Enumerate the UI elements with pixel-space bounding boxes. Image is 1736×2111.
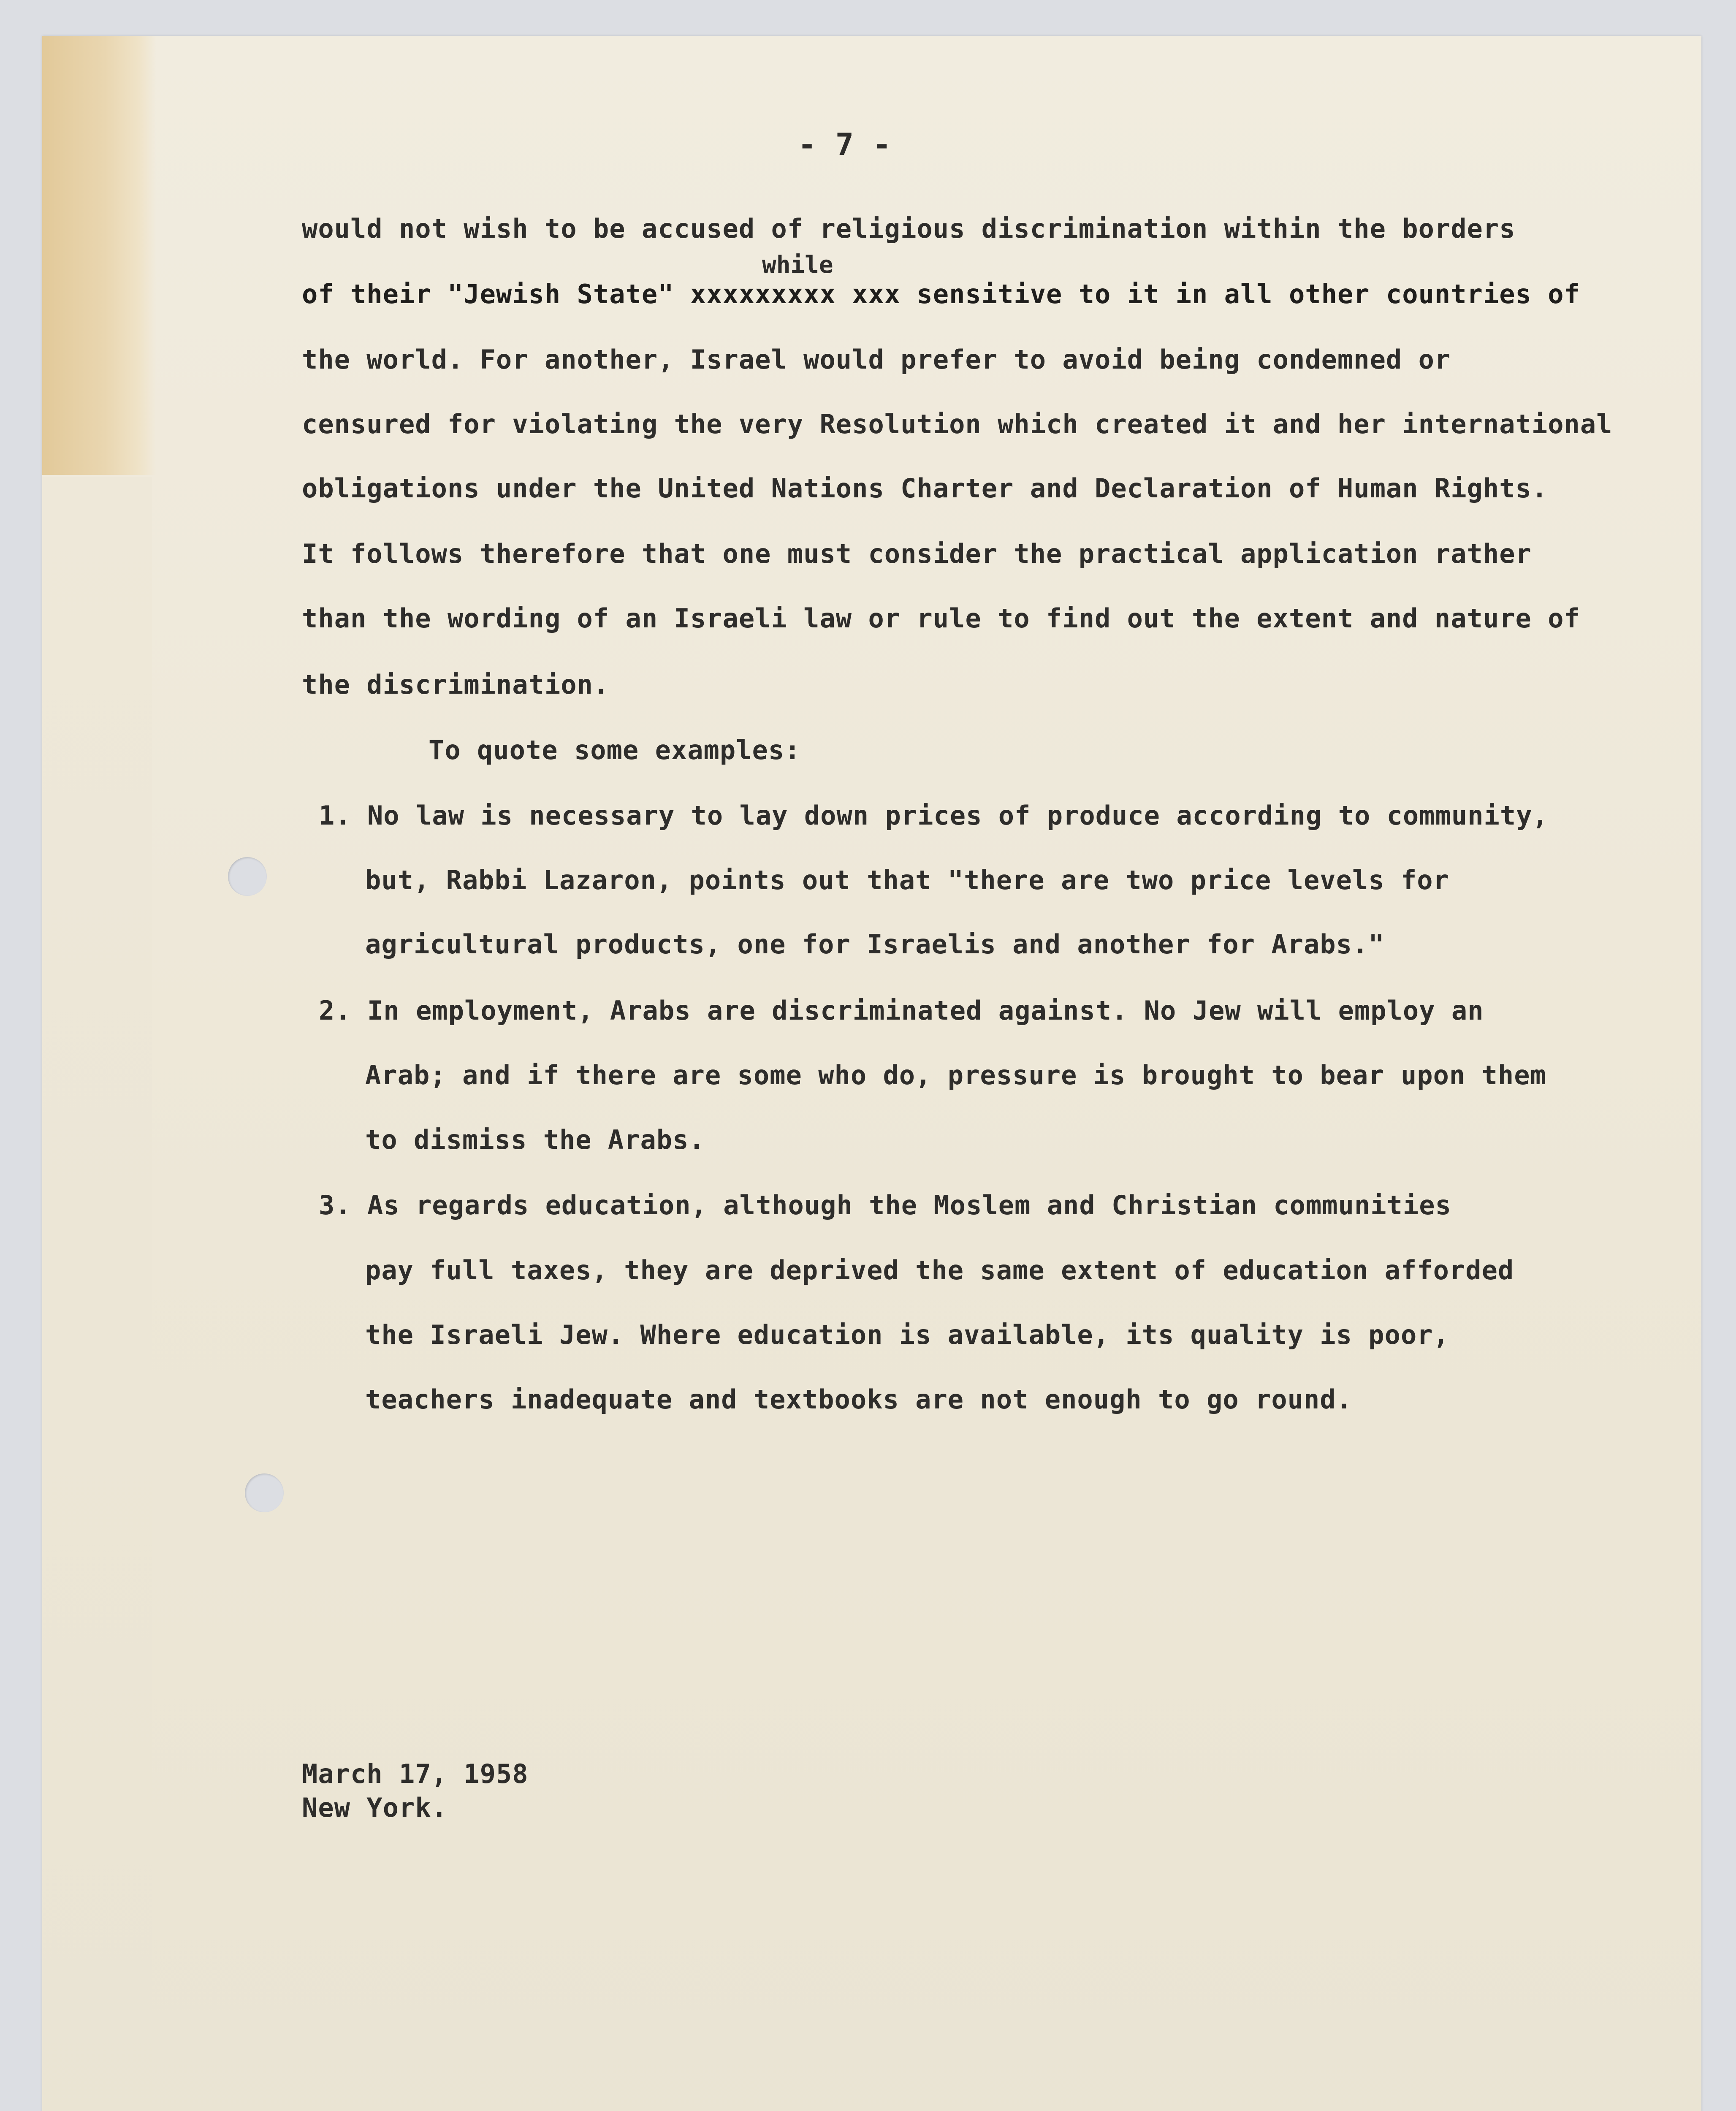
example-1-line: but, Rabbi Lazaron, points out that "there are two price levels for xyxy=(365,865,1449,895)
example-3-line: pay full taxes, they are deprived the same extent of education afforded xyxy=(365,1255,1514,1286)
body-line: It follows therefore that one must consider the practical application rather xyxy=(302,538,1532,569)
paper-edge xyxy=(42,477,152,2111)
example-2-line: Arab; and if there are some who do, pressure is brought to bear upon them xyxy=(365,1060,1546,1091)
example-2-line: 2. In employment, Arabs are discriminated against. No Jew will employ an xyxy=(319,995,1484,1026)
body-line: the discrimination. xyxy=(302,669,610,700)
example-1-line: agricultural products, one for Israelis and another for Arabs." xyxy=(365,929,1385,960)
body-line: of their "Jewish State" xxxxxxxxx xxx sensitive to it in all other countries of xyxy=(302,279,1580,309)
example-2-line: to dismiss the Arabs. xyxy=(365,1124,705,1155)
examples-intro: To quote some examples: xyxy=(429,735,801,765)
handwritten-insertion: while xyxy=(762,251,833,279)
body-line: obligations under the United Nations Charter and Declaration of Human Rights. xyxy=(302,473,1548,504)
example-1-line: 1. No law is necessary to lay down prices of produce according to community, xyxy=(319,800,1549,831)
punch-hole xyxy=(245,1473,284,1512)
body-line: censured for violating the very Resolution which created it and her international xyxy=(302,409,1613,440)
body-line: would not wish to be accused of religious discrimination within the borders xyxy=(302,213,1516,244)
place: New York. xyxy=(302,1792,448,1823)
body-line: than the wording of an Israeli law or rule to find out the extent and nature of xyxy=(302,603,1580,634)
punch-hole xyxy=(228,857,267,896)
paper-stain xyxy=(42,36,156,475)
date: March 17, 1958 xyxy=(302,1758,529,1789)
example-3-line: teachers inadequate and textbooks are not enough to go round. xyxy=(365,1384,1352,1415)
body-line: the world. For another, Israel would prefer to avoid being condemned or xyxy=(302,344,1451,375)
page-number: - 7 - xyxy=(798,127,892,162)
example-3-line: 3. As regards education, although the Moslem and Christian communities xyxy=(319,1190,1451,1221)
example-3-line: the Israeli Jew. Where education is available, its quality is poor, xyxy=(365,1319,1449,1350)
